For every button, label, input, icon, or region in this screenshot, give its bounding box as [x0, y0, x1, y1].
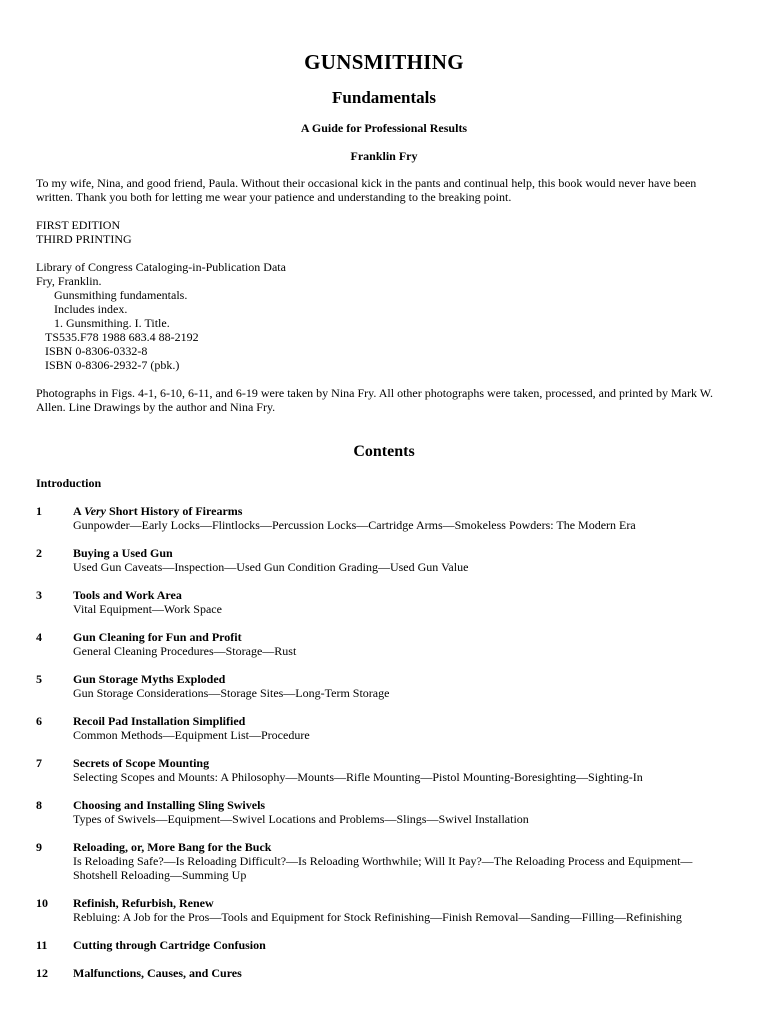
chapter-title: Secrets of Scope Mounting [73, 756, 210, 770]
contents-introduction: Introduction [36, 476, 102, 490]
chapter-topics: General Cleaning Procedures—Storage—Rust [73, 644, 297, 658]
chapter-topics: Gunpowder—Early Locks—Flintlocks—Percussion Locks—Cartridge Arms—Smokeless Powders: The Modern Era [73, 518, 636, 532]
chapter-title: Reloading, or, More Bang for the Buck [73, 840, 272, 854]
chapter-number: 6 [36, 714, 42, 728]
chapter-title: Refinish, Refurbish, Renew [73, 896, 214, 910]
chapter-number: 1 [36, 504, 42, 518]
book-subtitle: Fundamentals [332, 88, 436, 107]
book-title: GUNSMITHING [304, 50, 464, 74]
chapter-number: 11 [36, 938, 48, 952]
cip-index-note: Includes index. [54, 302, 128, 316]
book-author: Franklin Fry [350, 149, 418, 163]
chapter-title: Gun Storage Myths Exploded [73, 672, 226, 686]
chapter-title: Recoil Pad Installation Simplified [73, 714, 246, 728]
chapter-title-prefix: A [73, 504, 85, 518]
chapter-title: Tools and Work Area [73, 588, 182, 602]
cip-call-number: TS535.F78 1988 683.4 88-2192 [45, 330, 199, 344]
chapter-number: 7 [36, 756, 42, 770]
chapter-number: 2 [36, 546, 42, 560]
chapter-number: 12 [36, 966, 48, 980]
cip-subjects: 1. Gunsmithing. I. Title. [54, 316, 170, 330]
cip-author: Fry, Franklin. [36, 274, 102, 288]
chapter-number: 5 [36, 672, 42, 686]
chapter-number: 10 [36, 896, 48, 910]
chapter-title-suffix: Short History of Firearms [106, 504, 243, 518]
chapter-title [73, 504, 242, 518]
cip-isbn-1: ISBN 0-8306-0332-8 [45, 344, 148, 358]
chapter-topics: Gun Storage Considerations—Storage Sites—Long-Term Storage [73, 686, 390, 700]
chapter-topics: Used Gun Caveats—Inspection—Used Gun Condition Grading—Used Gun Value [73, 560, 469, 574]
dedication-paragraph: To my wife, Nina, and good friend, Paula. Without their occasional kick in the pants and continual help, this book would never have been written. Thank you both for letting me wear your patience and understanding to the breaking point. [36, 176, 697, 204]
chapter-topics: Is Reloading Safe?—Is Reloading Difficult?—Is Reloading Worthwhile; Will It Pay?—The Reloading Process and Equipment—Shotshell Reloading—Summing Up [73, 854, 693, 882]
chapter-number: 4 [36, 630, 42, 644]
chapter-title: Cutting through Cartridge Confusion [73, 938, 266, 952]
book-tagline: A Guide for Professional Results [300, 121, 468, 135]
photo-credits-paragraph: Photographs in Figs. 4-1, 6-10, 6-11, and 6-19 were taken by Nina Fry. All other photographs were taken, processed, and printed by Mark W. Allen. Line Drawings by the author and Nina Fry. [36, 386, 713, 414]
chapter-topics: Rebluing: A Job for the Pros—Tools and Equipment for Stock Refinishing—Finish Removal—Sanding—Filling—Refinishing [73, 910, 682, 924]
printing-line: THIRD PRINTING [36, 232, 132, 246]
cip-isbn-2: ISBN 0-8306-2932-7 (pbk.) [45, 358, 180, 372]
chapter-title: Choosing and Installing Sling Swivels [73, 798, 266, 812]
chapter-topics: Common Methods—Equipment List—Procedure [73, 728, 310, 742]
chapter-topics: Types of Swivels—Equipment—Swivel Locations and Problems—Slings—Swivel Installation [73, 812, 529, 826]
chapter-topics: Vital Equipment—Work Space [73, 602, 222, 616]
cip-heading: Library of Congress Cataloging-in-Publication Data [36, 260, 286, 274]
chapter-number: 8 [36, 798, 42, 812]
cip-block [36, 260, 732, 372]
chapter-number: 3 [36, 588, 42, 602]
chapter-title: Buying a Used Gun [73, 546, 173, 560]
chapter-title: Malfunctions, Causes, and Cures [73, 966, 242, 980]
chapter-title-emphasis: Very [84, 504, 107, 518]
edition-block [36, 218, 732, 246]
chapter-number: 9 [36, 840, 42, 854]
chapter-topics: Selecting Scopes and Mounts: A Philosophy—Mounts—Rifle Mounting—Pistol Mounting-Boresighting—Sighting-In [73, 770, 643, 784]
cip-title: Gunsmithing fundamentals. [54, 288, 188, 302]
contents-heading: Contents [353, 443, 415, 460]
chapter-title: Gun Cleaning for Fun and Profit [73, 630, 242, 644]
edition-line: FIRST EDITION [36, 218, 121, 232]
